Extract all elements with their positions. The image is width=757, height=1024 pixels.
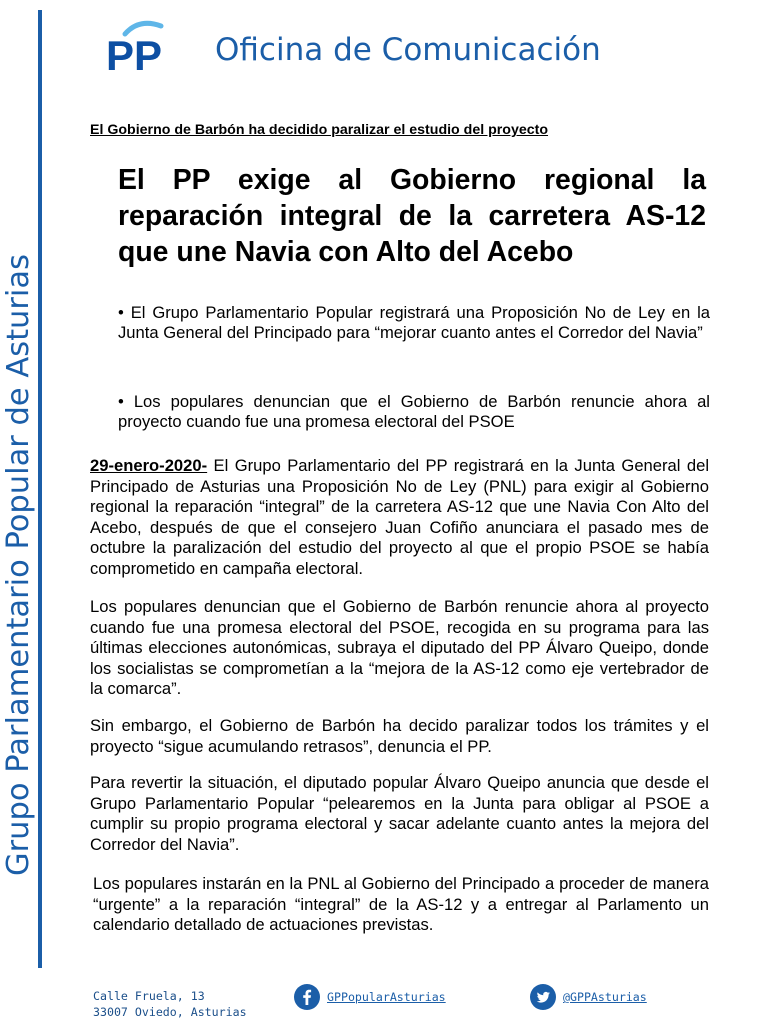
pp-logo xyxy=(103,20,175,74)
facebook-link[interactable] xyxy=(294,984,446,1010)
body-paragraph xyxy=(90,456,709,580)
facebook-handle[interactable]: GPPopularAsturias xyxy=(327,990,446,1004)
address xyxy=(93,988,247,1020)
twitter-icon xyxy=(530,984,556,1010)
address-line-2: 33007 Oviedo, Asturias xyxy=(93,1005,247,1019)
article-subheading: El Gobierno de Barbón ha decidido paralizar el estudio del proyecto xyxy=(90,122,549,138)
bullet-point: • El Grupo Parlamentario Popular registrará una Proposición No de Ley en la Junta General del Principado para “mejorar cuanto antes el Corredor del Navia” xyxy=(118,303,710,342)
paragraph-text: El Grupo Parlamentario del PP registrará en la Junta General del Principado de Asturias una Proposición No de Ley (PNL) para exigir al Gobierno regional la reparación “integral” de la carretera AS-12 que une Navia Con Alto del Acebo, después de que el consejero Juan Cofiño anunciara el pasado mes de octubre la paralización del estudio del proyecto al que el propio PSOE se había comprometido en campaña electoral. xyxy=(90,456,709,578)
twitter-handle[interactable]: @GPPAsturias xyxy=(563,990,647,1004)
address-line-1: Calle Fruela, 13 xyxy=(93,989,205,1003)
bullet-point: • Los populares denuncian que el Gobierno de Barbón renuncie ahora al proyecto cuando fue una promesa electoral del PSOE xyxy=(118,392,710,431)
twitter-link[interactable] xyxy=(530,984,647,1010)
vertical-group-title: Grupo Parlamentario Popular de Asturias xyxy=(1,254,36,876)
body-paragraph: Los populares instarán en la PNL al Gobierno del Principado a proceder de manera “urgente” a la reparación “integral” de la AS-12 y a entregar al Parlamento un calendario detallado de actuaciones previstas. xyxy=(93,874,709,935)
body-paragraph: Los populares denuncian que el Gobierno de Barbón renuncie ahora al proyecto cuando fue una promesa electoral del PSOE, recogida en su programa para las últimas elecciones autonómicas, subraya el diputado del PP Álvaro Queipo, donde los socialistas se comprometían a la “mejora de la AS-12 como eje vertebrador de la comarca”. xyxy=(90,597,709,699)
pp-logo-text: PP xyxy=(106,32,163,74)
facebook-icon xyxy=(294,984,320,1010)
article-headline: El PP exige al Gobierno regional la reparación integral de la carretera AS-12 que une Navia con Alto del Acebo xyxy=(118,164,706,268)
press-date: 29-enero-2020- xyxy=(90,456,208,475)
office-title: Oficina de Comunicación xyxy=(215,32,601,68)
body-paragraph: Para revertir la situación, el diputado popular Álvaro Queipo anuncia que desde el Grupo Parlamentario Popular “pelearemos en la Junta para obligar al PSOE a cumplir su propio programa electoral y sacar adelante cuanto antes la mejora del Corredor del Navia”. xyxy=(90,773,709,854)
body-paragraph: Sin embargo, el Gobierno de Barbón ha decido paralizar todos los trámites y el proyecto “sigue acumulando retrasos”, denuncia el PP. xyxy=(90,716,709,756)
sidebar-divider xyxy=(38,10,42,968)
